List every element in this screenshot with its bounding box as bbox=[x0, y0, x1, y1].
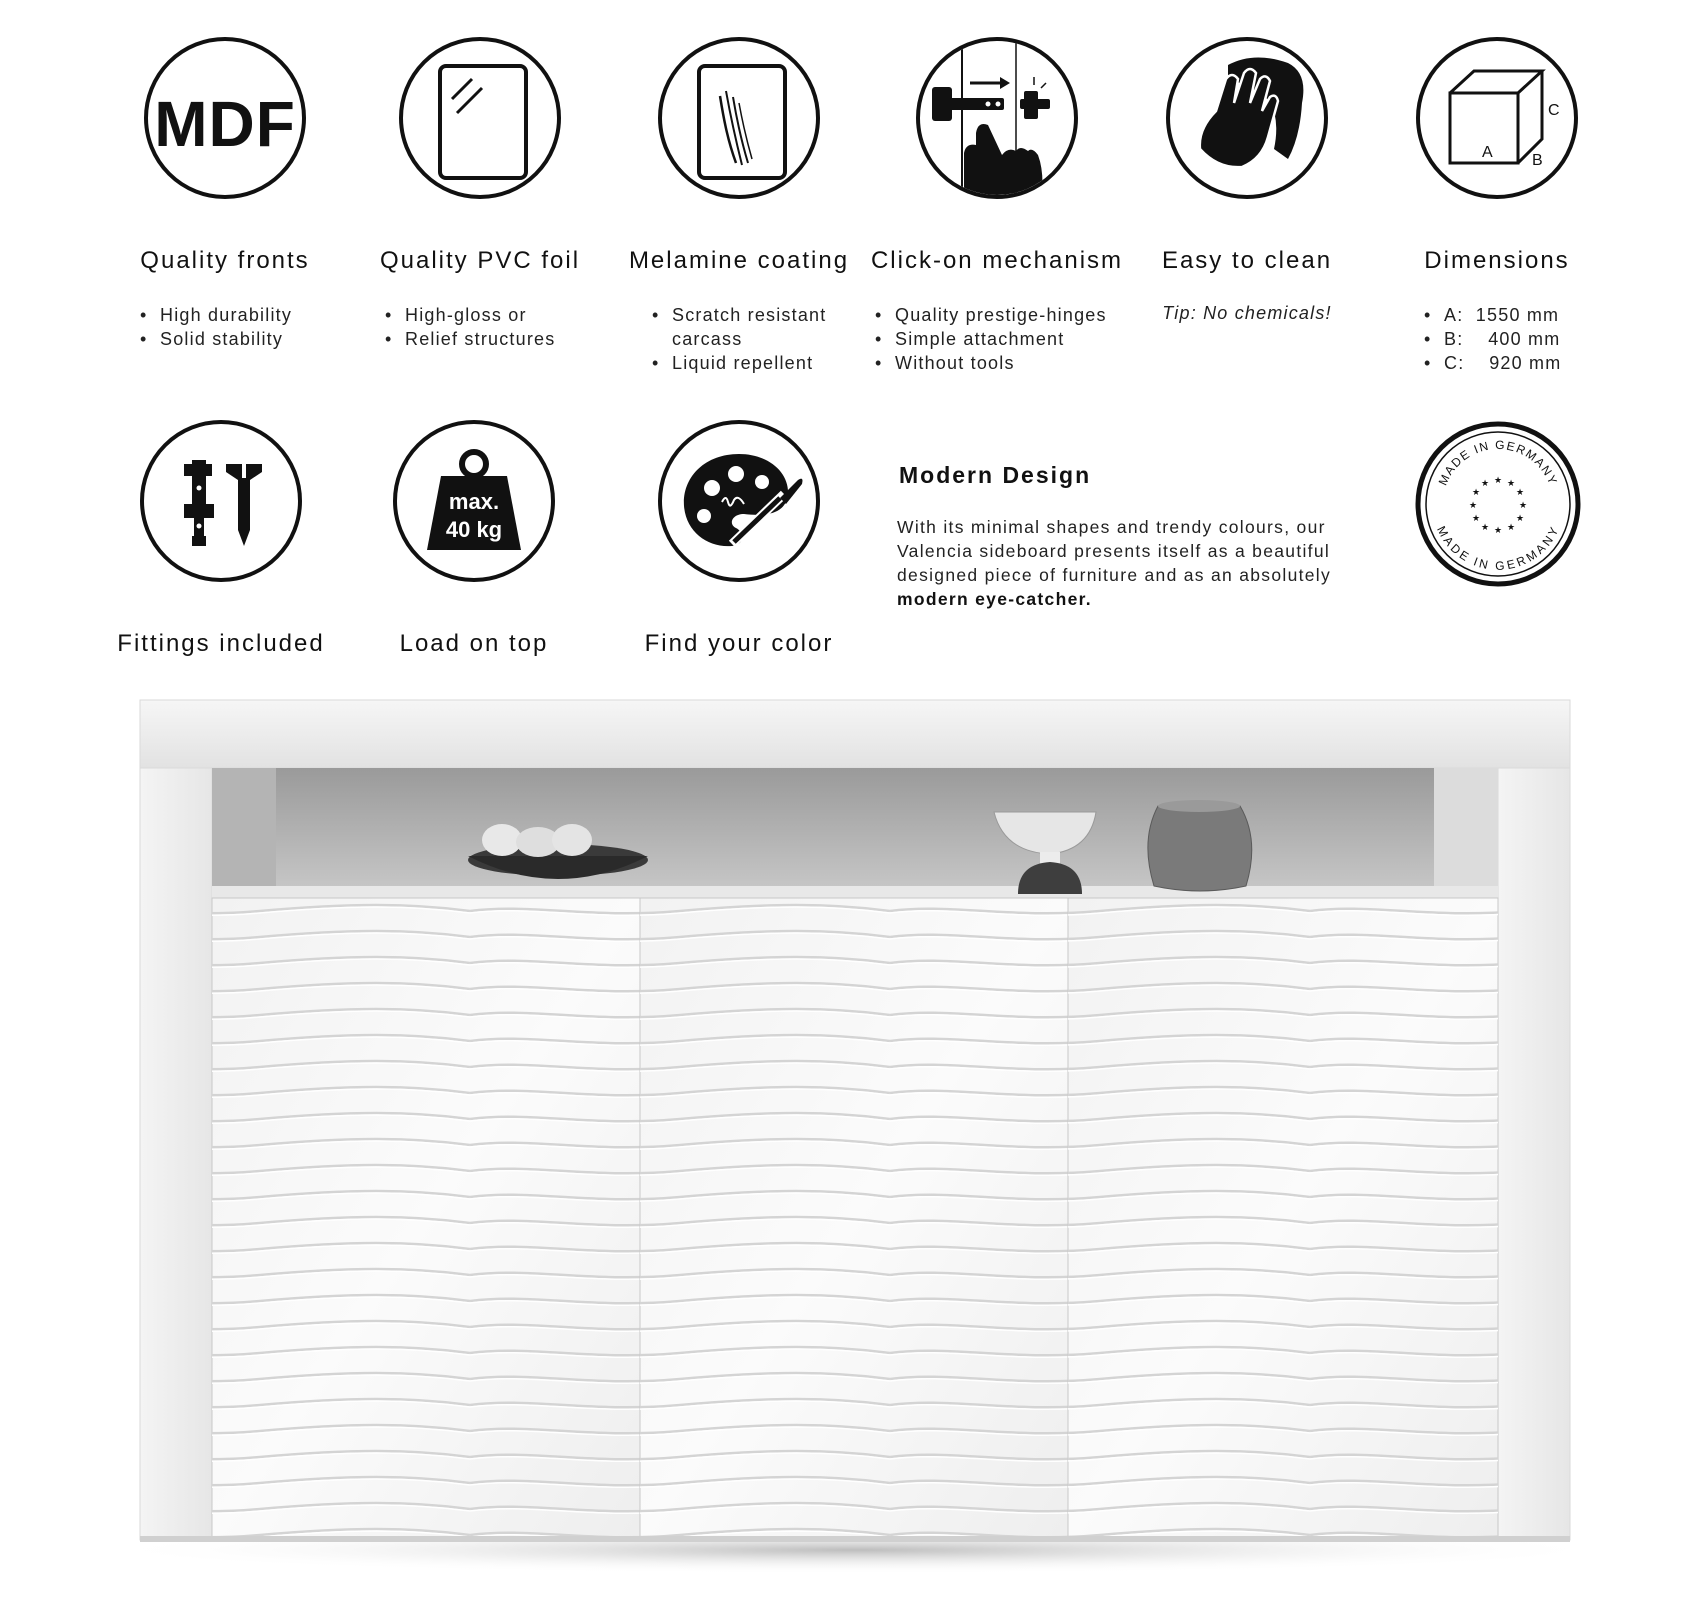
bullet-item: • Simple attachment bbox=[875, 327, 1107, 351]
sideboard-image bbox=[50, 690, 1660, 1590]
seal-top-text: MADE IN GERMANY bbox=[1435, 437, 1561, 488]
feature-easy-clean bbox=[1112, 37, 1382, 323]
seal-star: ★ bbox=[1480, 479, 1490, 489]
weight-label-max: max. bbox=[448, 489, 500, 514]
seal-star: ★ bbox=[1515, 488, 1525, 498]
feature-color bbox=[604, 420, 874, 657]
feature-melamine bbox=[604, 37, 874, 373]
seal-star: ★ bbox=[1506, 523, 1516, 533]
feature-title: Load on top bbox=[399, 630, 549, 657]
weight-label-kg: 40 kg bbox=[445, 517, 503, 542]
feature-title: Melamine coating bbox=[628, 247, 850, 274]
feature-title: Quality PVC foil bbox=[379, 247, 581, 274]
feature-bullets bbox=[1424, 303, 1561, 375]
feature-title: Quality fronts bbox=[140, 247, 310, 274]
scratch-panel-icon bbox=[658, 37, 820, 199]
feature-bullets bbox=[140, 303, 292, 351]
feature-click-on bbox=[862, 37, 1132, 373]
gloss-panel-icon bbox=[399, 37, 561, 199]
seal-star: ★ bbox=[1471, 488, 1481, 498]
feature-bullets bbox=[385, 303, 555, 351]
feature-title: Easy to clean bbox=[1161, 247, 1333, 274]
feature-load bbox=[339, 420, 609, 657]
feature-tip: Tip: No chemicals! bbox=[1162, 303, 1332, 323]
bullet-item: • Solid stability bbox=[140, 327, 292, 351]
feature-pvc-foil bbox=[345, 37, 615, 349]
modern-design-text bbox=[897, 515, 1367, 611]
bullet-item: • Relief structures bbox=[385, 327, 555, 351]
feature-fittings bbox=[86, 420, 356, 657]
feature-quality-fronts bbox=[90, 37, 360, 349]
cube-label-b: B bbox=[1532, 152, 1543, 169]
bullet-item: • High durability bbox=[140, 303, 292, 327]
seal-star: ★ bbox=[1480, 523, 1490, 533]
seal-star: ★ bbox=[1493, 476, 1503, 486]
bullet-item: • C: 920 mm bbox=[1424, 351, 1561, 375]
palette-icon bbox=[658, 420, 820, 582]
weight-icon bbox=[393, 420, 555, 582]
cube-label-c: C bbox=[1548, 102, 1560, 119]
modern-design-title: Modern Design bbox=[899, 462, 1092, 488]
seal-star: ★ bbox=[1506, 479, 1516, 489]
made-in-germany-seal bbox=[1413, 419, 1583, 589]
bullet-item: • Liquid repellent bbox=[652, 351, 852, 375]
seal-star: ★ bbox=[1471, 514, 1481, 524]
bullet-item: • Scratch resistant carcass bbox=[652, 303, 852, 351]
bullet-item: • A: 1550 mm bbox=[1424, 303, 1561, 327]
feature-title: Find your color bbox=[644, 630, 834, 657]
bullet-item: • Without tools bbox=[875, 351, 1107, 375]
mdf-icon-label: MDF bbox=[154, 88, 296, 160]
seal-star: ★ bbox=[1493, 526, 1503, 536]
mdf-icon bbox=[144, 37, 306, 199]
feature-title: Fittings included bbox=[117, 630, 325, 657]
seal-star: ★ bbox=[1518, 501, 1528, 511]
seal-star: ★ bbox=[1515, 514, 1525, 524]
seal-star: ★ bbox=[1468, 501, 1478, 511]
modern-design-highlight: modern eye-catcher. bbox=[897, 589, 1092, 609]
modern-design-body: With its minimal shapes and trendy colours, our Valencia sideboard presents itself as a beautiful designed piece of furniture and as an absolutely bbox=[897, 517, 1332, 585]
hinge-click-icon bbox=[916, 37, 1078, 199]
feature-bullets bbox=[875, 303, 1107, 375]
feature-title: Dimensions bbox=[1424, 247, 1570, 274]
seal-bottom-text: MADE IN GERMANY bbox=[1434, 523, 1562, 573]
hand-wipe-icon bbox=[1166, 37, 1328, 199]
bullet-item: • B: 400 mm bbox=[1424, 327, 1561, 351]
hinge-screw-icon bbox=[140, 420, 302, 582]
cube-label-a: A bbox=[1482, 144, 1493, 161]
cube-dimensions-icon bbox=[1416, 37, 1578, 199]
feature-dimensions bbox=[1362, 37, 1632, 373]
bullet-item: • Quality prestige-hinges bbox=[875, 303, 1107, 327]
feature-bullets bbox=[652, 303, 852, 375]
bullet-item: • High-gloss or bbox=[385, 303, 555, 327]
feature-title: Click-on mechanism bbox=[870, 247, 1124, 274]
